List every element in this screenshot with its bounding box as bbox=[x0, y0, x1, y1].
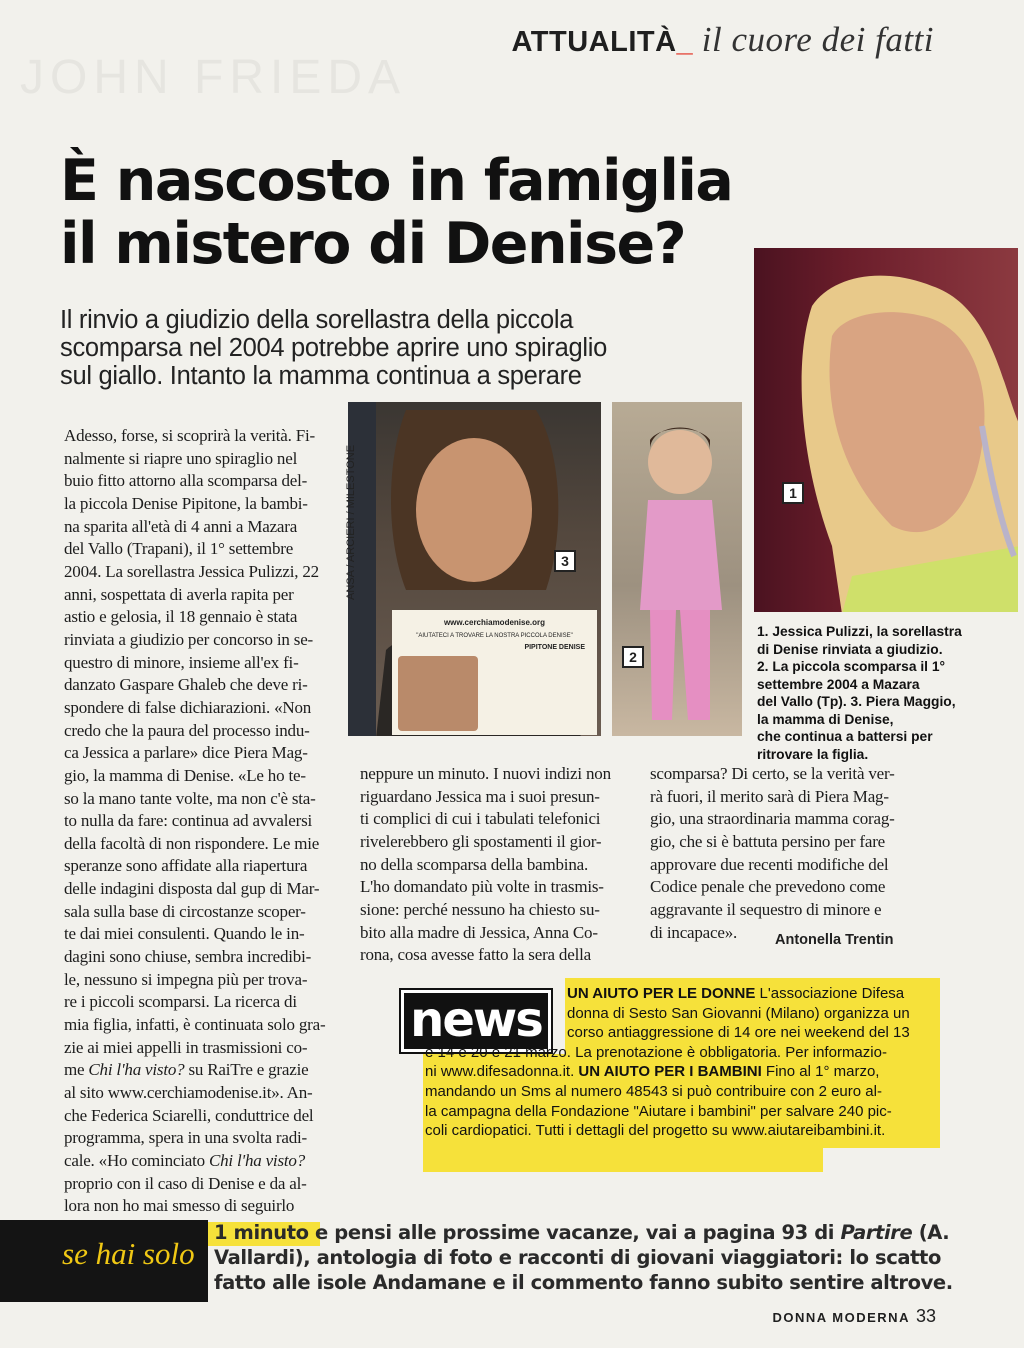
article-byline: Antonella Trentin bbox=[775, 932, 894, 948]
body-line bbox=[64, 1059, 339, 1082]
body-line: programma, spera in una svolta radi- bbox=[64, 1128, 307, 1148]
photo-caption bbox=[757, 623, 1017, 763]
news-line: coli cardiopatici. Tutti i dettagli del progetto su www.aiutareibambini.it. bbox=[425, 1122, 886, 1140]
body-line: rà fuori, il merito sarà di Piera Mag- bbox=[650, 786, 889, 806]
body-line: ti complici di cui i tabulati telefonici bbox=[360, 809, 601, 829]
body-line: dagini sono chiuse, sembra incredibi- bbox=[64, 947, 312, 967]
body-line: gio, una straordinaria mamma corag- bbox=[650, 809, 895, 829]
body-line: danzato Gaspare Ghaleb che deve ri- bbox=[64, 675, 308, 695]
body-line: to nulla da fare: continua ad avvalersi bbox=[64, 811, 313, 831]
body-line: rona, cosa avesse fatto la sera della bbox=[360, 945, 591, 965]
caption-line: che continua a battersi per bbox=[757, 729, 933, 744]
magazine-name: DONNA MODERNA bbox=[772, 1310, 910, 1325]
body-line: gio, che si è battuta persino per fare bbox=[650, 831, 886, 851]
article-column-3 bbox=[650, 763, 920, 944]
body-line: ca Jessica a parlare» dice Piera Mag- bbox=[64, 743, 308, 763]
tv-show-title: Chi l'ha visto? bbox=[88, 1060, 185, 1080]
one-minute-label-box bbox=[0, 1220, 208, 1302]
one-minute-fragment: (A. bbox=[912, 1221, 950, 1244]
one-minute-line: fatto alle isole Andamane e il commento fanno subito sentire altrove. bbox=[214, 1271, 953, 1294]
body-line: neppure un minuto. I nuovi indizi non bbox=[360, 764, 611, 783]
body-line: buio fitto attorno alla scomparsa del- bbox=[64, 471, 308, 491]
body-line: L'ho domandato più volte in trasmis- bbox=[360, 877, 604, 897]
one-minute-text bbox=[214, 1220, 953, 1295]
body-line: approvare due recenti modifiche del bbox=[650, 854, 889, 874]
news-text-fragment: Fino al 1° marzo, bbox=[761, 1063, 880, 1081]
body-line: sione: perché nessuno ha chiesto su- bbox=[360, 899, 600, 919]
article-deck bbox=[60, 306, 740, 390]
caption-line: 2. La piccola scomparsa il 1° bbox=[757, 659, 946, 674]
news-line bbox=[567, 984, 947, 1004]
caption-line: settembre 2004 a Mazara bbox=[757, 676, 920, 692]
deck-line: scomparsa nel 2004 potrebbe aprire uno spiraglio bbox=[60, 334, 607, 362]
news-line: e 14 e 20 e 21 marzo. La prenotazione è obbligatoria. Per informazio- bbox=[425, 1043, 887, 1061]
article-headline bbox=[60, 150, 860, 276]
news-badge-label: news bbox=[410, 992, 542, 1048]
news-text-fragment: L'associazione Difesa bbox=[755, 985, 905, 1002]
poster-name: PIPITONE DENISE bbox=[524, 644, 585, 651]
deck-line: Il rinvio a giudizio della sorellastra della piccola bbox=[60, 306, 574, 334]
news-line: corso antiaggressione di 14 ore nei weekend del 13 bbox=[567, 1024, 910, 1042]
body-line: aggravante il sequestro di minore e bbox=[650, 899, 882, 919]
body-line: so la mano tante volte, ma non c'è sta- bbox=[64, 788, 316, 808]
body-text: su RaiTre e grazie bbox=[184, 1060, 309, 1080]
body-text: me bbox=[64, 1060, 89, 1080]
article-column-2 bbox=[360, 763, 630, 967]
body-line: Adesso, forse, si scoprirà la verità. Fi- bbox=[64, 426, 315, 445]
body-line: sala sulla base di circostanze scoper- bbox=[64, 901, 306, 921]
one-minute-line bbox=[214, 1220, 950, 1245]
news-line bbox=[425, 1062, 947, 1082]
body-line bbox=[64, 1150, 339, 1173]
body-line: della facoltà di non rispondere. Le mie bbox=[64, 833, 320, 853]
body-line: rinviata a giudizio per concorso in se- bbox=[64, 629, 314, 649]
one-minute-line: Vallardi), antologia di foto e racconti di giovani viaggiatori: lo scatto bbox=[214, 1246, 941, 1269]
news-line: mandando un Sms al numero 48543 si può contribuire con 2 euro al- bbox=[425, 1082, 882, 1100]
body-line: re i piccoli scomparsi. La ricerca di bbox=[64, 992, 297, 1012]
body-text: cale. «Ho cominciato bbox=[64, 1151, 209, 1170]
body-line: no della scomparsa della bambina. bbox=[360, 854, 589, 874]
body-line: le, nessuno si impegna più per trova- bbox=[64, 969, 308, 989]
article-column-1 bbox=[64, 425, 339, 1218]
body-line: astio e gelosia, il 18 gennaio è stata bbox=[64, 607, 298, 627]
photo-number-3: 3 bbox=[554, 550, 576, 572]
body-line: 2004. La sorellastra Jessica Pulizzi, 22 bbox=[64, 561, 319, 581]
news-text-fragment: ni www.difesadonna.it. bbox=[425, 1063, 579, 1081]
one-minute-label: se hai solo bbox=[62, 1236, 195, 1271]
body-line: gio, la mamma di Denise. «Le ho te- bbox=[64, 765, 306, 785]
body-line: credo che la paura del processo indu- bbox=[64, 720, 310, 740]
body-line: la piccola Denise Pipitone, la bambi- bbox=[64, 493, 308, 513]
body-line: di incapace». bbox=[650, 922, 738, 942]
page-number: 33 bbox=[915, 1306, 936, 1326]
body-line: Codice penale che prevedono come bbox=[650, 877, 886, 897]
body-line: che Federica Sciarelli, conduttrice del bbox=[64, 1105, 314, 1125]
poster-title: "AIUTATECI A TROVARE LA NOSTRA PICCOLA DENISE" bbox=[416, 633, 573, 639]
body-line: anni, sospettata di averla rapita per bbox=[64, 584, 294, 604]
deck-line: sul giallo. Intanto la mamma continua a sperare bbox=[60, 362, 582, 390]
caption-line: di Denise rinviata a giudizio. bbox=[757, 641, 943, 657]
body-line: proprio con il caso di Denise e da al- bbox=[64, 1173, 307, 1193]
tv-show-title: Chi l'ha visto? bbox=[208, 1151, 305, 1170]
body-line: scomparsa? Di certo, se la verità ver- bbox=[650, 764, 895, 783]
headline-line: È nascosto in famiglia bbox=[60, 148, 733, 214]
news-box bbox=[397, 978, 942, 1186]
one-minute-fragment: e pensi alle prossime vacanze, vai a pagina 93 di bbox=[308, 1221, 841, 1244]
book-title: Partire bbox=[840, 1221, 913, 1244]
news-heading-women: UN AIUTO PER LE DONNE bbox=[567, 985, 756, 1002]
photo-credit: ANSA / ARCIERI / MILESTONE bbox=[345, 444, 357, 600]
body-line: al sito www.cerchiamodenise.it». An- bbox=[64, 1083, 313, 1103]
section-tagline: il cuore dei fatti bbox=[701, 20, 934, 59]
news-highlight bbox=[423, 1148, 823, 1172]
body-line: del Vallo (Trapani), il 1° settembre bbox=[64, 539, 294, 559]
body-line: delle indagini disposta dal gup di Mar- bbox=[64, 879, 320, 899]
news-line: la campagna della Fondazione "Aiutare i bambini" per salvare 240 pic- bbox=[425, 1102, 892, 1120]
one-minute-highlight-text: 1 minuto bbox=[214, 1221, 309, 1244]
section-separator: _ bbox=[676, 26, 694, 58]
body-line: na sparita all'età di 4 anni a Mazara bbox=[64, 516, 298, 536]
photo-jessica-pulizzi bbox=[752, 246, 1020, 614]
photo-number-2: 2 bbox=[622, 646, 644, 668]
body-line: rivelerebbero gli spostamenti il gior- bbox=[360, 831, 602, 851]
caption-line: 1. Jessica Pulizzi, la sorellastra bbox=[757, 624, 962, 639]
body-line: speranze sono affidate alla riapertura bbox=[64, 856, 308, 876]
photo-number-1: 1 bbox=[782, 482, 804, 504]
caption-line: la mamma di Denise, bbox=[757, 711, 894, 727]
headline-line: il mistero di Denise? bbox=[60, 211, 686, 277]
photo-piera-maggio bbox=[346, 400, 603, 738]
body-line: lora non ho mai smesso di seguirlo bbox=[64, 1196, 295, 1216]
caption-line: del Vallo (Tp). 3. Piera Maggio, bbox=[757, 694, 956, 709]
poster-url: www.cerchiamodenise.org bbox=[443, 618, 546, 627]
body-line: questro di minore, insieme all'ex fi- bbox=[64, 652, 299, 672]
news-heading-children: UN AIUTO PER I BAMBINI bbox=[578, 1063, 762, 1081]
photo-denise-pipitone bbox=[610, 400, 744, 738]
one-minute-box bbox=[0, 1220, 1024, 1302]
body-line: spondere di false dichiarazioni. «Non bbox=[64, 697, 312, 717]
body-line: riguardano Jessica ma i suoi presun- bbox=[360, 786, 600, 806]
section-name: ATTUALITÀ bbox=[511, 26, 677, 58]
body-line: zie ai miei appelli in trasmissioni co- bbox=[64, 1037, 308, 1057]
news-line: donna di Sesto San Giovanni (Milano) organizza un bbox=[567, 1004, 910, 1022]
background-watermark: JOHN FRIEDA bbox=[20, 51, 407, 104]
body-line: bito alla madre di Jessica, Anna Co- bbox=[360, 922, 598, 942]
page-folio bbox=[773, 1306, 937, 1327]
caption-line: ritrovare la figlia. bbox=[757, 746, 869, 762]
section-kicker bbox=[512, 20, 935, 60]
body-line: mia figlia, infatti, è continuata solo gra- bbox=[64, 1015, 326, 1035]
body-line: nalmente si riapre uno spiraglio nel bbox=[64, 448, 298, 468]
body-line: te dai miei consulenti. Quando le in- bbox=[64, 924, 305, 944]
